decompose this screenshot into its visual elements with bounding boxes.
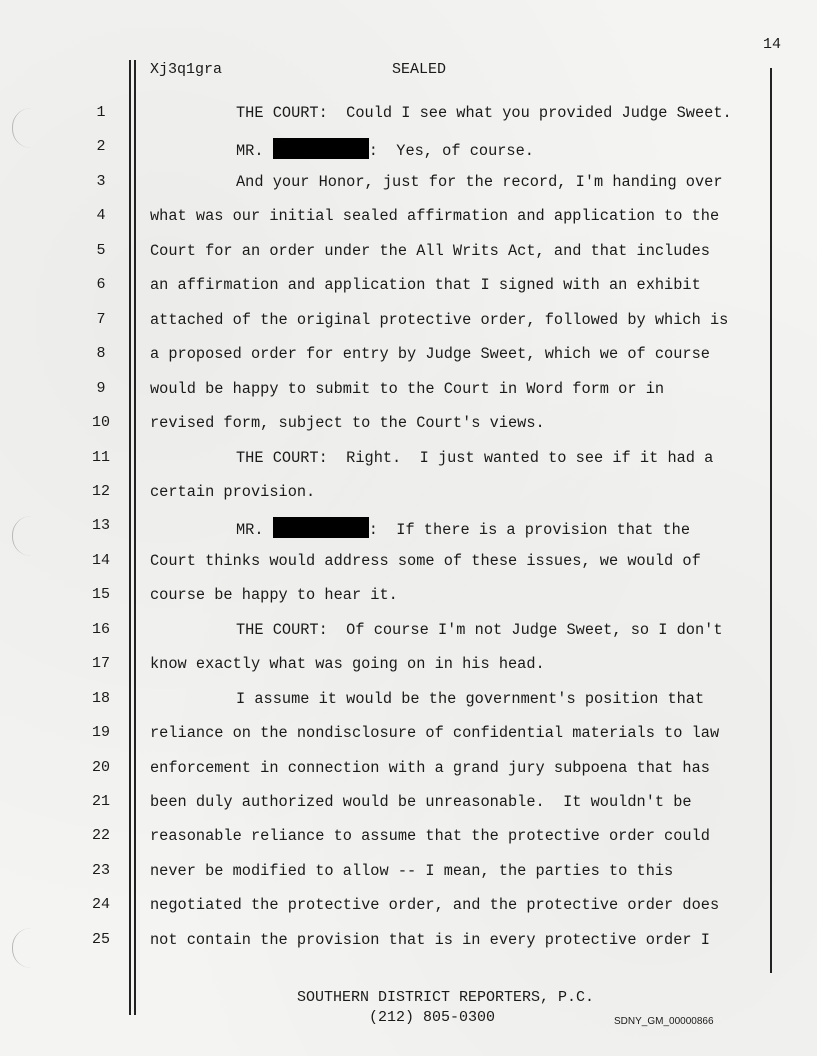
transcript-line: Court for an order under the All Writs Act, and that includes bbox=[150, 242, 710, 260]
transcript-line: been duly authorized would be unreasonable. It wouldn't be bbox=[150, 793, 692, 811]
transcript-line: would be happy to submit to the Court in Word form or in bbox=[150, 380, 665, 398]
transcript-line: THE COURT: Could I see what you provided Judge Sweet. bbox=[236, 104, 732, 122]
transcript-line bbox=[236, 517, 690, 539]
line-number: 1 bbox=[96, 104, 106, 121]
line-number: 13 bbox=[91, 517, 110, 534]
transcript-line: a proposed order for entry by Judge Sweet, which we of course bbox=[150, 345, 710, 363]
line-number: 11 bbox=[91, 449, 110, 466]
court-reporter-phone: (212) 805-0300 bbox=[369, 1009, 496, 1026]
line-number: 12 bbox=[91, 483, 110, 500]
transcript-line bbox=[236, 138, 534, 160]
transcript-line: not contain the provision that is in every protective order I bbox=[150, 931, 710, 949]
left-margin-rule-inner bbox=[134, 60, 136, 1015]
punch-hole-mark bbox=[12, 928, 31, 968]
line-number: 20 bbox=[91, 759, 110, 776]
line-number: 25 bbox=[91, 931, 110, 948]
line-number: 15 bbox=[91, 586, 110, 603]
line-number: 6 bbox=[96, 276, 106, 293]
line-number: 19 bbox=[91, 724, 110, 741]
transcript-line: never be modified to allow -- I mean, the parties to this bbox=[150, 862, 674, 880]
speaker-text: : Yes, of course. bbox=[368, 142, 534, 160]
line-number: 2 bbox=[96, 138, 106, 155]
transcript-line: know exactly what was going on in his head. bbox=[150, 655, 545, 673]
line-number: 21 bbox=[91, 793, 110, 810]
line-number: 23 bbox=[91, 862, 110, 879]
court-reporter-name: SOUTHERN DISTRICT REPORTERS, P.C. bbox=[297, 989, 595, 1006]
punch-hole-mark bbox=[12, 108, 31, 148]
transcript-line: course be happy to hear it. bbox=[150, 586, 398, 604]
page-number: 14 bbox=[762, 36, 781, 53]
left-margin-rule bbox=[129, 60, 131, 1015]
transcript-line: negotiated the protective order, and the protective order does bbox=[150, 896, 720, 914]
line-number: 24 bbox=[91, 896, 110, 913]
transcript-line: THE COURT: Right. I just wanted to see if it had a bbox=[236, 449, 714, 467]
bates-number: SDNY_GM_00000866 bbox=[614, 1016, 714, 1027]
redaction-block bbox=[273, 517, 369, 538]
line-number: 8 bbox=[96, 345, 106, 362]
transcript-line: I assume it would be the government's position that bbox=[236, 690, 705, 708]
transcript-line: And your Honor, just for the record, I'm handing over bbox=[236, 173, 723, 191]
transcript-line: what was our initial sealed affirmation and application to the bbox=[150, 207, 720, 225]
line-number: 5 bbox=[96, 242, 106, 259]
line-number: 4 bbox=[96, 207, 106, 224]
transcript-line: attached of the original protective order, followed by which is bbox=[150, 311, 729, 329]
line-number: 18 bbox=[91, 690, 110, 707]
speaker-label: MR. bbox=[236, 521, 264, 539]
redaction-block bbox=[273, 138, 369, 159]
transcript-line: revised form, subject to the Court's views. bbox=[150, 414, 545, 432]
line-number: 10 bbox=[91, 414, 110, 431]
header-code: Xj3q1gra bbox=[150, 61, 223, 78]
transcript-line: certain provision. bbox=[150, 483, 316, 501]
line-number: 14 bbox=[91, 552, 110, 569]
transcript-line: Court thinks would address some of these issues, we would of bbox=[150, 552, 701, 570]
punch-hole-mark bbox=[12, 516, 31, 556]
line-number: 17 bbox=[91, 655, 110, 672]
line-number: 7 bbox=[96, 311, 106, 328]
transcript-line: THE COURT: Of course I'm not Judge Sweet, so I don't bbox=[236, 621, 723, 639]
sealed-label: SEALED bbox=[392, 61, 447, 78]
right-margin-rule bbox=[770, 68, 772, 973]
line-number: 3 bbox=[96, 173, 106, 190]
transcript-line: enforcement in connection with a grand jury subpoena that has bbox=[150, 759, 710, 777]
line-number: 9 bbox=[96, 380, 106, 397]
speaker-label: MR. bbox=[236, 142, 264, 160]
speaker-text: : If there is a provision that the bbox=[368, 521, 691, 539]
line-number: 16 bbox=[91, 621, 110, 638]
transcript-line: an affirmation and application that I signed with an exhibit bbox=[150, 276, 701, 294]
transcript-line: reliance on the nondisclosure of confidential materials to law bbox=[150, 724, 720, 742]
transcript-line: reasonable reliance to assume that the protective order could bbox=[150, 827, 710, 845]
line-number: 22 bbox=[91, 827, 110, 844]
